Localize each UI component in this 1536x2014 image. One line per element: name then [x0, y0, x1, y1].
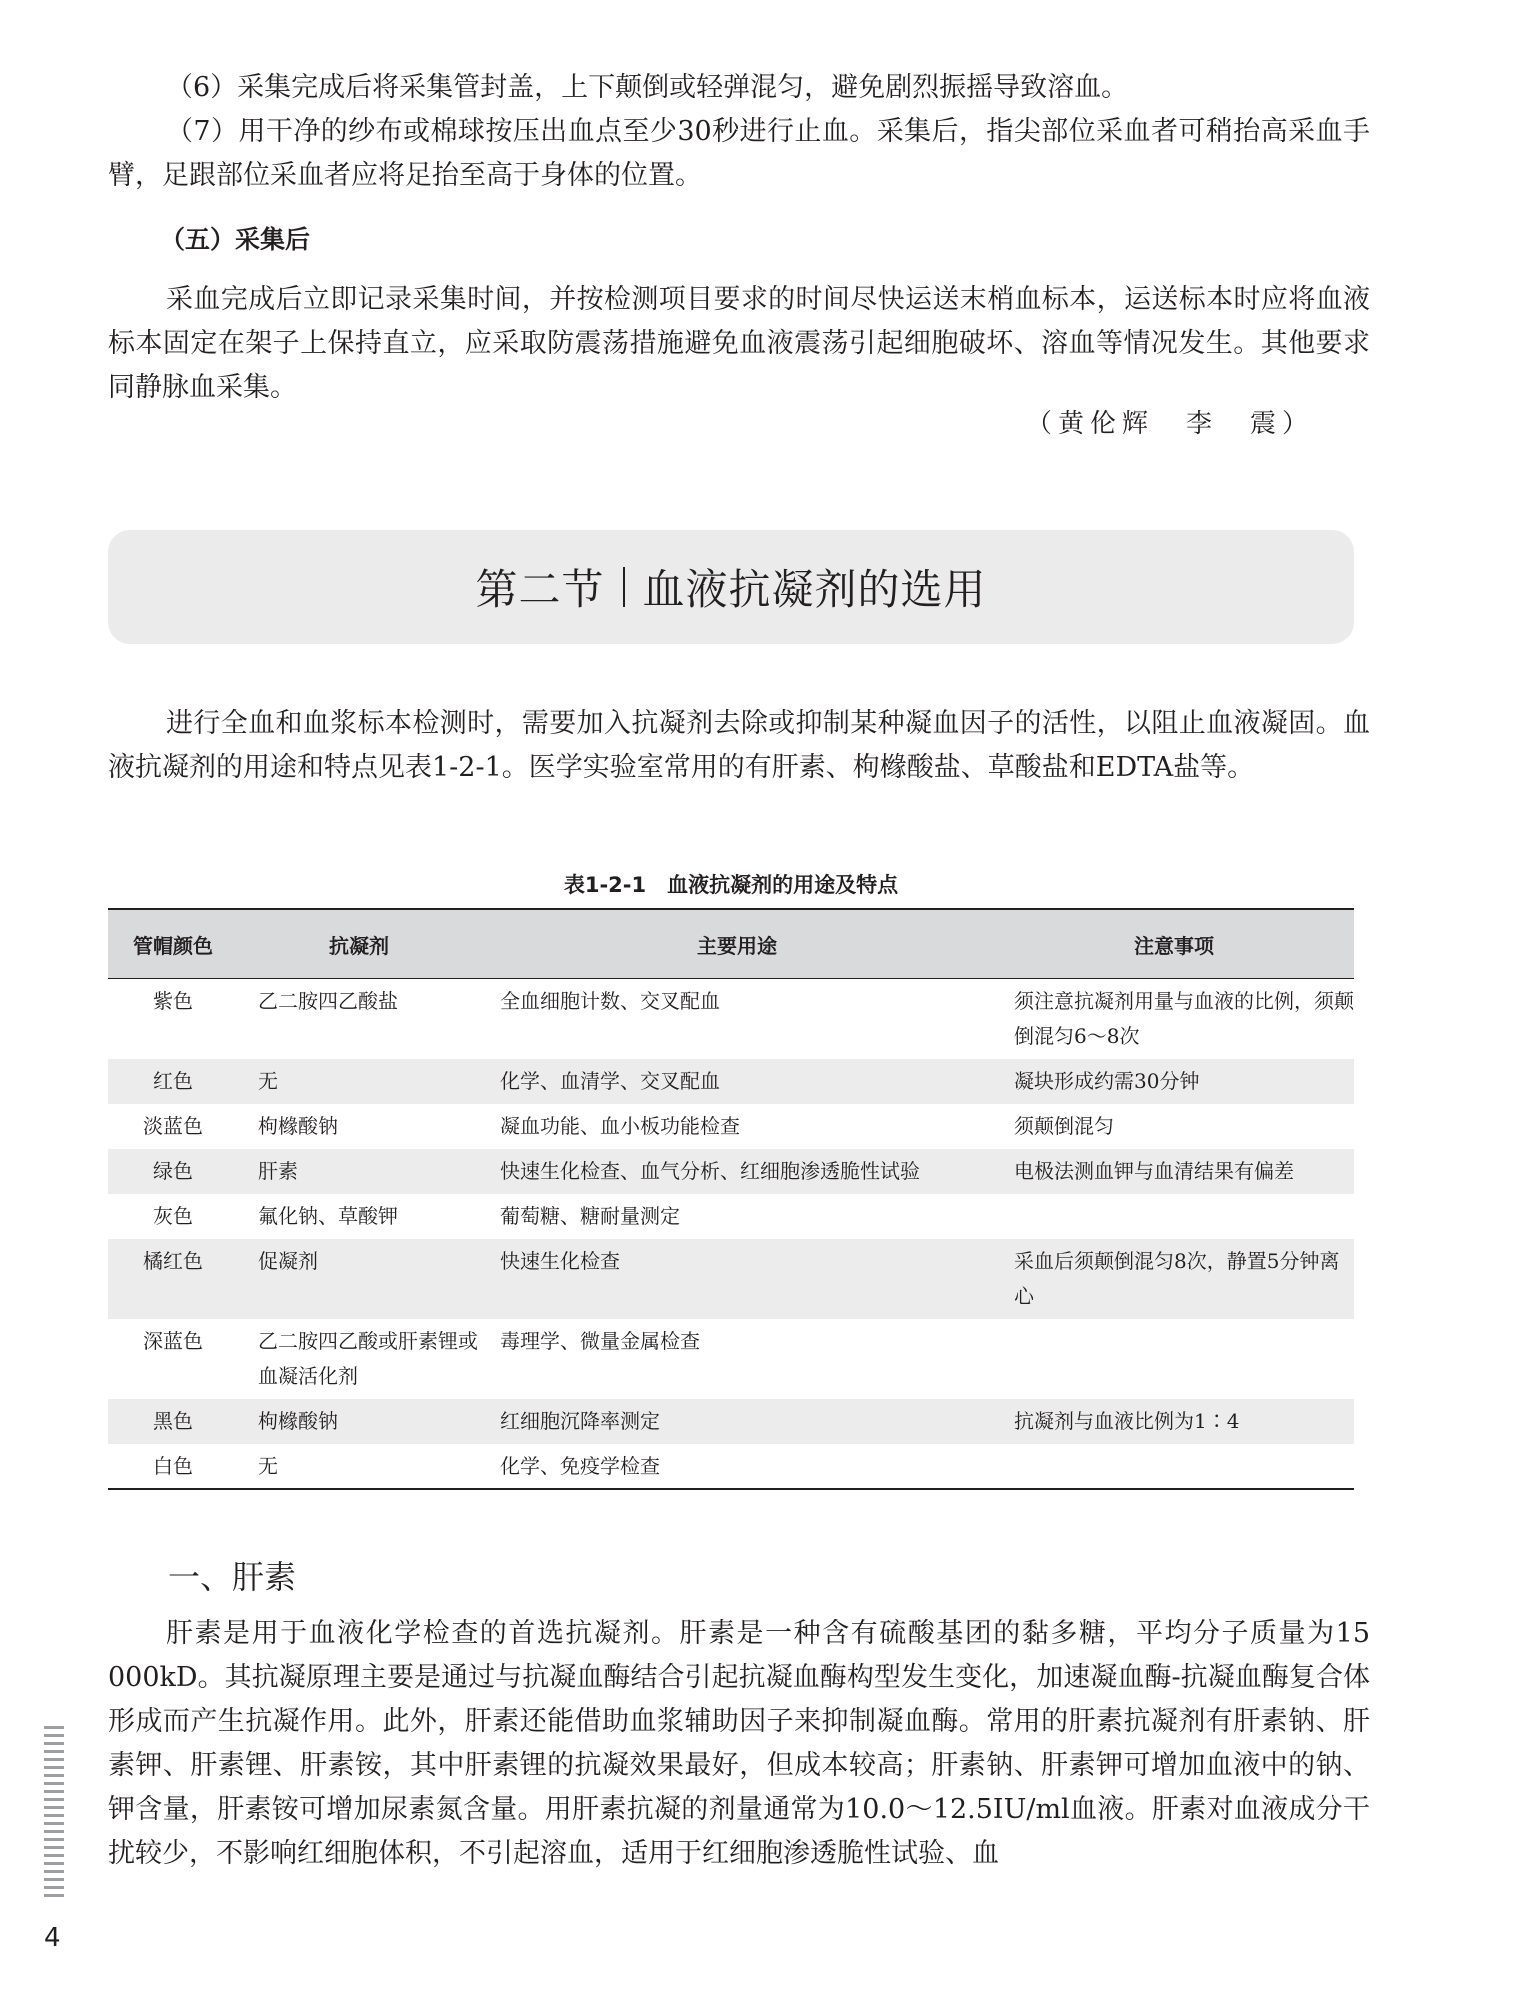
cell-notes: 凝块形成约需30分钟 — [994, 1059, 1354, 1104]
cell-cap-color: 红色 — [108, 1059, 238, 1104]
page-number: 4 — [44, 1923, 61, 1953]
cell-cap-color: 紫色 — [153, 989, 193, 1013]
cell-anticoagulant: 肝素 — [238, 1149, 480, 1194]
cell-main-use: 化学、血清学、交叉配血 — [480, 1059, 994, 1104]
cell-anticoagulant: 无 — [238, 1444, 480, 1489]
anticoagulant-table — [108, 908, 1354, 1490]
table-row — [108, 979, 1354, 1059]
cell-anticoagulant: 促凝剂 — [238, 1239, 480, 1319]
table-row — [108, 1194, 1354, 1239]
header-anticoagulant: 抗凝剂 — [238, 909, 480, 979]
author-credit: （黄伦辉 李 震） — [1025, 409, 1314, 439]
subheading-after-collection: （五）采集后 — [160, 225, 311, 254]
cell-main-use: 快速生化检查 — [480, 1239, 994, 1319]
section-intro-paragraph: 进行全血和血浆标本检测时，需要加入抗凝剂去除或抑制某种凝血因子的活性，以阻止血液凝固。血液抗凝剂的用途和特点见表1-2-1。医学实验室常用的有肝素、枸橼酸盐、草酸盐和EDTA盐等。 — [108, 708, 1370, 783]
cell-notes: 电极法测血钾与血清结果有偏差 — [994, 1149, 1354, 1194]
cell-notes — [994, 1444, 1354, 1489]
cell-anticoagulant: 乙二胺四乙酸或肝素锂或血凝活化剂 — [258, 1328, 478, 1388]
table-row — [108, 1149, 1354, 1194]
cell-main-use: 全血细胞计数、交叉配血 — [500, 989, 720, 1013]
section-title: 血液抗凝剂的选用 — [642, 565, 987, 614]
section-number: 第二节 — [475, 565, 605, 614]
cell-main-use: 毒理学、微量金属检查 — [500, 1328, 700, 1353]
cell-cap-color: 绿色 — [108, 1149, 238, 1194]
cell-notes: 须颠倒混匀 — [1014, 1113, 1114, 1138]
cell-notes — [994, 1319, 1354, 1399]
table-row — [108, 1104, 1354, 1149]
header-main-use: 主要用途 — [480, 909, 994, 979]
cell-cap-color: 橘红色 — [108, 1239, 238, 1319]
table-row — [108, 1444, 1354, 1489]
anticoagulant-table-container — [108, 908, 1354, 1490]
cell-anticoagulant: 氟化钠、草酸钾 — [258, 1203, 398, 1228]
table-row — [108, 1399, 1354, 1444]
table-header-row — [108, 909, 1354, 979]
cell-anticoagulant: 无 — [238, 1059, 480, 1104]
cell-cap-color: 灰色 — [153, 1203, 193, 1228]
banner-separator — [623, 567, 625, 607]
cell-cap-color: 深蓝色 — [143, 1328, 203, 1353]
table-row — [108, 1059, 1354, 1104]
cell-cap-color: 黑色 — [108, 1399, 238, 1444]
cell-main-use: 葡萄糖、糖耐量测定 — [500, 1203, 680, 1228]
table-caption: 表1-2-1 血液抗凝剂的用途及特点 — [563, 873, 899, 897]
step-6-paragraph: （6）采集完成后将采集管封盖，上下颠倒或轻弹混匀，避免剧烈振摇导致溶血。 — [166, 72, 1129, 103]
cell-main-use: 红细胞沉降率测定 — [480, 1399, 994, 1444]
cell-main-use: 快速生化检查、血气分析、红细胞渗透脆性试验 — [480, 1149, 994, 1194]
header-notes: 注意事项 — [994, 909, 1354, 979]
cell-anticoagulant: 乙二胺四乙酸盐 — [258, 989, 398, 1013]
step-7-paragraph: （7）用干净的纱布或棉球按压出血点至少30秒进行止血。采集后，指尖部位采血者可稍抬高采血手臂，足跟部位采血者应将足抬至高于身体的位置。 — [108, 116, 1370, 191]
header-cap-color: 管帽颜色 — [108, 909, 238, 979]
cell-anticoagulant: 枸橼酸钠 — [258, 1113, 338, 1138]
section-banner — [108, 530, 1354, 644]
cell-main-use: 化学、免疫学检查 — [480, 1444, 994, 1489]
heparin-paragraph: 肝素是用于血液化学检查的首选抗凝剂。肝素是一种含有硫酸基团的黏多糖，平均分子质量为15 000kD。其抗凝原理主要是通过与抗凝血酶结合引起抗凝血酶构型发生变化，加速凝血酶-抗凝血酶复合体形成而产生抗凝作用。此外，肝素还能借助血浆辅助因子来抑制凝血酶。常用的肝素抗凝剂有肝素钠、肝素钾、肝素锂、肝素铵，其中肝素锂的抗凝效果最好，但成本较高；肝素钠、肝素钾可增加血液中的钠、钾含量，肝素铵可增加尿素氮含量。用肝素抗凝的剂量通常为10.0～12.5IU/ml血液。肝素对血液成分干扰较少，不影响红细胞体积，不引起溶血，适用于红细胞渗透脆性试验、血 — [108, 1618, 1370, 1869]
cell-cap-color: 白色 — [108, 1444, 238, 1489]
cell-notes — [994, 1194, 1354, 1239]
table-row — [108, 1239, 1354, 1319]
cell-notes: 抗凝剂与血液比例为1∶4 — [994, 1399, 1354, 1444]
cell-cap-color: 淡蓝色 — [143, 1113, 203, 1138]
table-row — [108, 1319, 1354, 1399]
cell-anticoagulant: 枸橼酸钠 — [238, 1399, 480, 1444]
after-collection-paragraph: 采血完成后立即记录采集时间，并按检测项目要求的时间尽快运送末梢血标本，运送标本时应将血液标本固定在架子上保持直立，应采取防震荡措施避免血液震荡引起细胞破坏、溶血等情况发生。其他要求同静脉血采集。 — [108, 284, 1370, 403]
cell-notes: 须注意抗凝剂用量与血液的比例，须颠倒混匀6～8次 — [1014, 989, 1354, 1048]
heparin-heading: 一、肝素 — [168, 1558, 297, 1596]
cell-main-use: 凝血功能、血小板功能检查 — [500, 1113, 740, 1138]
cell-notes: 采血后须颠倒混匀8次，静置5分钟离心 — [994, 1239, 1354, 1319]
margin-decoration — [44, 1726, 64, 1902]
